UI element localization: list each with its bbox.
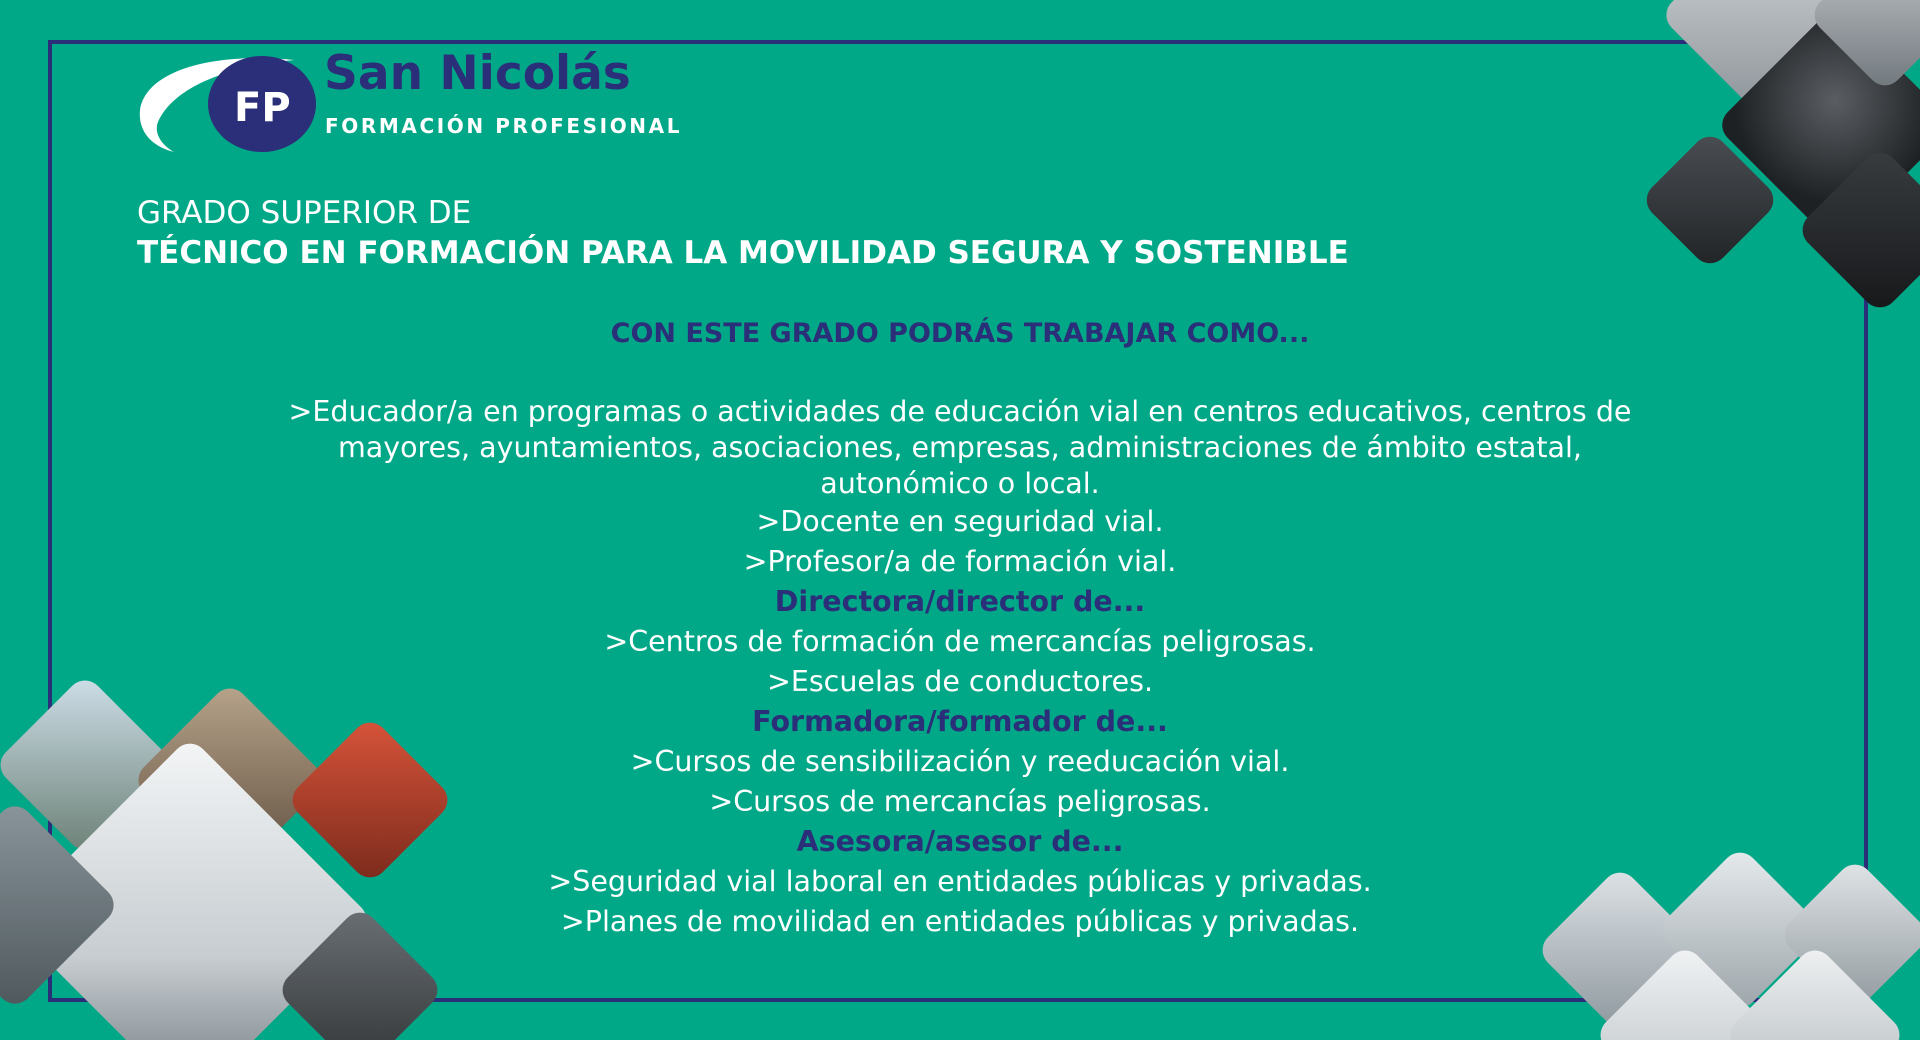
heading-degree-level: GRADO SUPERIOR DE [137,195,472,231]
job-item: >Docente en seguridad vial. [756,505,1164,538]
job-item: >Cursos de sensibilización y reeducación vial. [630,745,1290,778]
section-heading: Asesora/asesor de... [796,825,1124,858]
job-item: >Educador/a en programas o actividades de educación vial en centros educativos, centros de mayores, ayuntamientos, asociaciones, empresas, administraciones de ámbito estatal, autonómico o local. [288,395,1632,500]
brand-subtitle: FORMACIÓN PROFESIONAL [325,114,683,138]
job-item: >Profesor/a de formación vial. [743,545,1177,578]
brand-name: San Nicolás [324,46,631,101]
logo-initials: FP [234,85,291,131]
job-item: >Seguridad vial laboral en entidades públicas y privadas. [548,865,1372,898]
car-photo-collage [0,680,500,1040]
section-heading: Formadora/formador de... [752,705,1168,738]
car-interior-photo-collage [1620,0,1920,330]
section-heading: Directora/director de... [774,585,1146,618]
job-item: >Planes de movilidad en entidades públicas y privadas. [560,905,1360,938]
car-fleet-photo-collage [1530,830,1920,1040]
logo [134,46,683,156]
intro-text: CON ESTE GRADO PODRÁS TRABAJAR COMO... [610,318,1310,349]
job-item: >Centros de formación de mercancías peligrosas. [604,625,1316,658]
job-item: >Escuelas de conductores. [766,665,1154,698]
job-item: >Cursos de mercancías peligrosas. [709,785,1211,818]
heading-degree-title: TÉCNICO EN FORMACIÓN PARA LA MOVILIDAD SEGURA Y SOSTENIBLE [137,235,1349,271]
